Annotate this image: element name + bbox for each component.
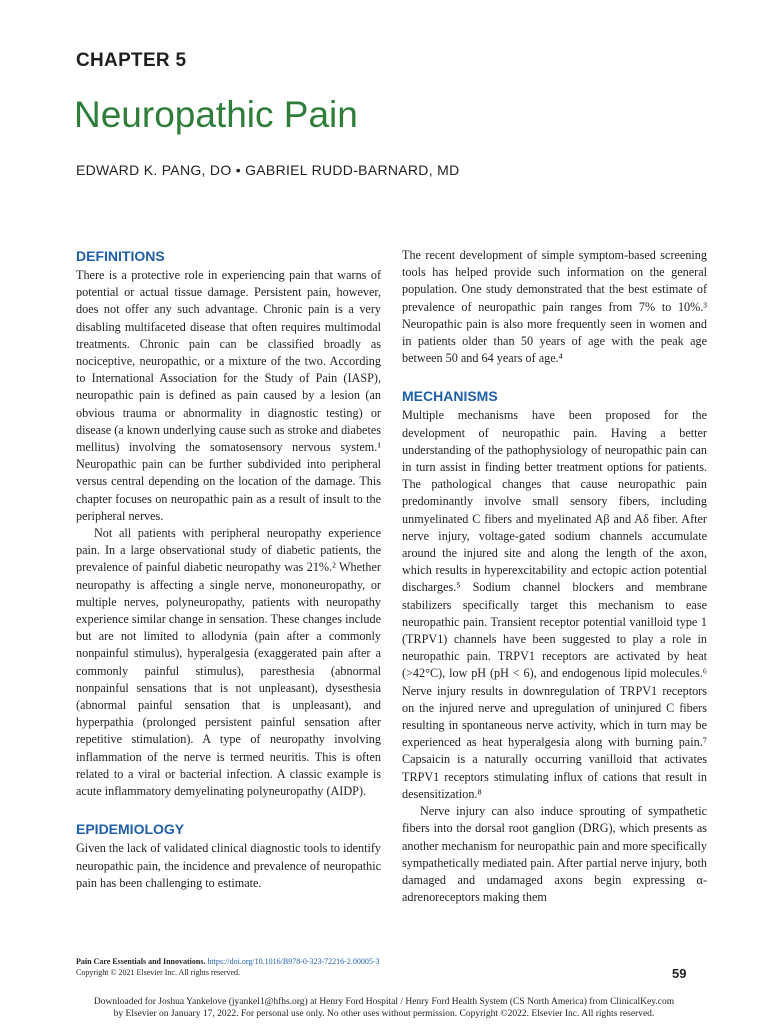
chapter-title: Neuropathic Pain [74,94,358,135]
right-column [402,247,707,906]
chapter-label: CHAPTER 5 [76,50,187,71]
mechanisms-paragraph-1: Multiple mechanisms have been proposed for the development of neuropathic pain. Having a better understanding of the pathophysiology of neuropathic pain can in turn assist in finding better treatment options for patients. The pathological changes that cause neuropathic pain predominantly involve small sensory fibers, including unmyelinated C fibers and myelinated Aβ and Aδ fiber. After nerve injury, voltage-gated sodium channels accumulate around the injured site and along the length of the axon, which results in hyperexcitability and ectopic action potential discharges.⁵ Sodium channel blockers and membrane stabilizers specifically target this mechanism to ease neuropathic pain. Transient receptor potential vanilloid type 1 (TRPV1) channels have been suggested to play a role in neuropathic pain. TRPV1 receptors are activated by heat (>42°C), low pH (pH < 6), and endogenous lipid molecules.⁶ Nerve injury results in downregulation of TRPV1 receptors on the injured nerve and upregulation of uninjured C fibers resulting in spontaneous nerve activity, which in turn may be experienced as heat hyperalgesia along with burning pain.⁷ Capsaicin is a naturally occurring vanilloid that activates TRPV1 receptors stimulating influx of cations that result in desensitization.⁸ [402,408,707,801]
mechanisms-paragraph-2: Nerve injury can also induce sprouting of sympathetic fibers into the dorsal root ganglion (DRG), which presents as another mechanism for neuropathic pain and more specifically sympathetically mediated pain. After partial nerve injury, both damaged and undamaged axons begin expressing α-adrenoreceptors making them [402,804,707,905]
page-number: 59 [672,966,687,981]
epidemiology-paragraph-1: Given the lack of validated clinical diagnostic tools to identify neuropathic pain, the incidence and prevalence of neuropathic pain has been challenging to estimate. [76,841,381,890]
definitions-paragraph-2: Not all patients with peripheral neuropathy experience pain. In a large observational study of diabetic patients, the prevalence of painful diabetic neuropathy was 21%.² Whether neuropathy is affecting a single nerve, mononeuropathy, or multiple nerves, polyneuropathy, patients with neuropathy experience similar change in sensation. These changes include but are not limited to allodynia (pain after a commonly nonpainful stimulus), hyperalgesia (exaggerated pain after a commonly painful stimulus), paresthesia (abnormal nonpainful sensations that is not unpleasant), dysesthesia (abnormal painful sensation that is unpleasant), and hyperpathia (prolonged persistent painful sensation after repetitive stimulation). A type of neuropathy involving inflammation of the nerve is termed neuritis. This is often related to a viral or bacterial infection. A classic example is acute inflammatory demyelinating polyneuropathy (AIDP). [76,526,381,799]
book-title: Pain Care Essentials and Innovations. [76,957,206,966]
download-notice-line-2: by Elsevier on January 17, 2022. For personal use only. No other uses without permission. Copyright ©2022. Elsevier Inc. All rights reserved. [113,1009,655,1019]
download-notice [0,996,768,1020]
doi-link[interactable]: https://doi.org/10.1016/B978-0-323-72216-2.00005-3 [207,957,380,966]
section-heading-definitions: DEFINITIONS [76,248,165,264]
left-column [76,247,381,892]
author-line: EDWARD K. PANG, DO • GABRIEL RUDD-BARNARD, MD [76,162,460,178]
definitions-paragraph-1: There is a protective role in experiencing pain that warns of potential or actual tissue damage. Persistent pain, however, does not offer any such advantage. Chronic pain is a very disabling multifaceted disease that often requires multimodal treatments. Chronic pain can be classified broadly as nociceptive, neuropathic, or a mixture of the two. According to International Association for the Study of Pain (IASP), neuropathic pain is defined as pain caused by a lesion (an obvious trauma or abnormality in diagnostic testing) or disease (a known underlying cause such as stroke and diabetes mellitus) involving the somatosensory nervous system.¹ Neuropathic pain can be further subdivided into peripheral versus central depending on the location of the damage. This chapter focuses on neuropathic pain as a result of insult to the peripheral nerves. [76,268,381,523]
section-heading-epidemiology: EPIDEMIOLOGY [76,821,185,838]
section-heading-mechanisms: MECHANISMS [402,388,498,405]
footer-citation [76,956,576,978]
epidemiology-paragraph-2: The recent development of simple symptom-based screening tools has helped provide such information on the general population. One study demonstrated that the best estimate of prevalence of neuropathic pain ranges from 7% to 10%.³ Neuropathic pain is also more frequently seen in women and in patients older than 50 years of age with the peak age between 50 and 64 years of age.⁴ [402,248,707,366]
download-notice-line-1: Downloaded for Joshua Yankelove (jyankel1@hfhs.org) at Henry Ford Hospital / Henry Ford Health System (CS North America) from ClinicalKey.com [93,997,675,1007]
copyright-line: Copyright © 2021 Elsevier Inc. All rights reserved. [76,968,241,977]
